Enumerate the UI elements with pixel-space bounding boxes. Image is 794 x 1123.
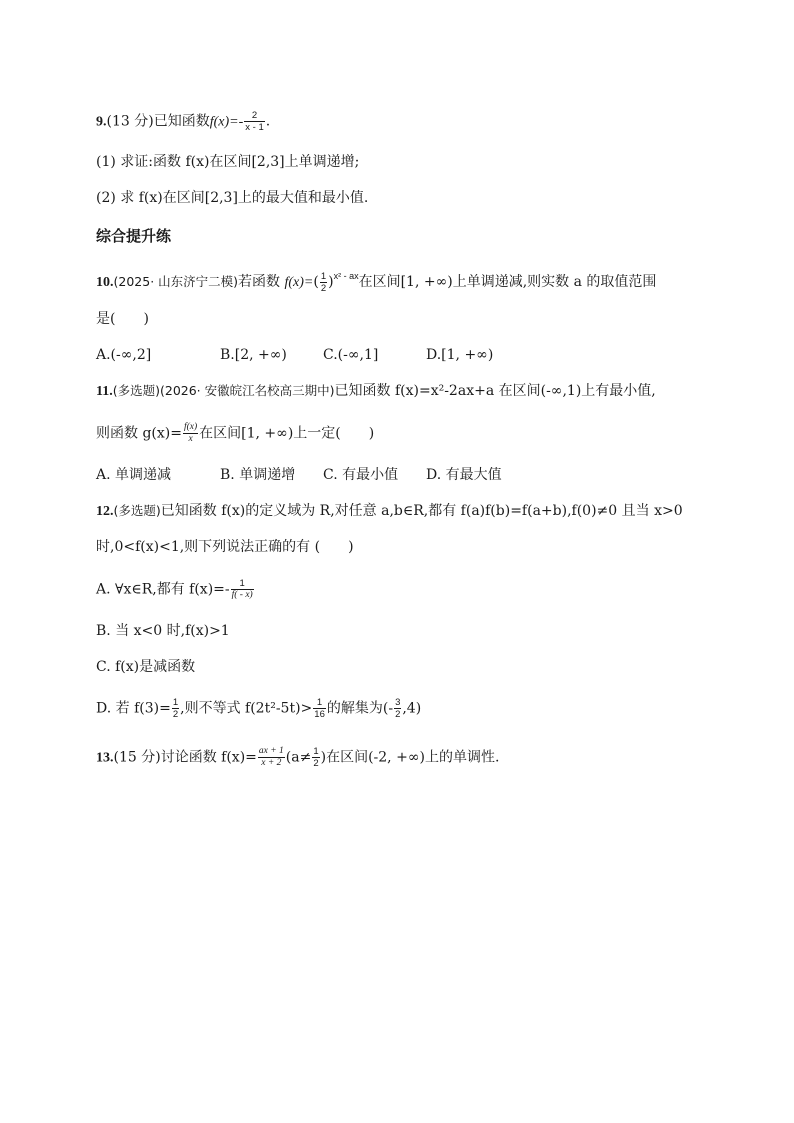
fraction	[394, 697, 401, 720]
numerator: 1	[320, 270, 327, 282]
option-a	[96, 578, 255, 601]
fraction	[313, 697, 326, 720]
option-text: 的解集为(-	[326, 700, 394, 717]
numerator: ax + 1	[258, 746, 284, 756]
numerator: 1	[313, 697, 326, 709]
question-number: 9.	[96, 114, 107, 130]
question-11	[96, 381, 656, 402]
fraction	[258, 746, 285, 769]
fraction	[183, 422, 198, 445]
question-stem-cont: 则函数 g(x)=	[96, 425, 182, 442]
option-c: C. f(x)是减函数	[96, 659, 196, 675]
denominator: 2	[172, 709, 179, 720]
period: .	[265, 113, 271, 130]
section-title: 综合提升练	[96, 227, 172, 245]
numerator: 1	[313, 746, 319, 757]
question-9-part-1: (1) 求证:函数 f(x)在区间[2,3]上单调递增;	[96, 154, 360, 170]
option-text: ,则不等式 f(2t²-5t)>	[180, 700, 313, 717]
option-text: D. 若 f(3)=	[96, 700, 171, 717]
option-b: B.[2, +∞)	[220, 347, 287, 363]
option-text: ,4)	[402, 700, 422, 717]
question-source: (多选题)	[113, 503, 161, 518]
numerator: 1	[172, 697, 179, 708]
option-a: A. 单调递减	[96, 467, 172, 483]
option-d: D. 有最大值	[426, 467, 502, 483]
question-9	[96, 110, 270, 133]
question-stem-end: 在区间[1, +∞)上一定( )	[199, 425, 375, 442]
question-number: 11.	[96, 384, 113, 399]
denominator: 2	[313, 758, 319, 769]
numerator: 3	[395, 697, 401, 708]
denominator: x	[188, 434, 193, 444]
question-9-part-2: (2) 求 f(x)在区间[2,3]上的最大值和最小值.	[96, 190, 369, 206]
question-number: 13.	[96, 750, 114, 766]
condition: (a≠	[285, 749, 312, 766]
function-expr: f(x)=	[284, 275, 314, 290]
score: (15 分)	[113, 749, 161, 766]
question-12-cont: 时,0<f(x)<1,则下列说法正确的有 ( )	[96, 539, 354, 555]
question-12	[96, 501, 683, 522]
denominator: 2	[395, 709, 401, 720]
option-c: C. 有最小值	[323, 467, 399, 483]
fraction	[320, 271, 327, 294]
question-stem: 若函数	[238, 274, 285, 290]
option-text: A. ∀x∈R,都有 f(x)=-	[96, 581, 230, 598]
numerator: 1	[231, 578, 254, 590]
question-source: (多选题)(2026· 安徽皖江名校高三期中)	[112, 383, 335, 398]
question-13	[96, 746, 499, 769]
question-stem: 已知函数 f(x)=x²-2ax+a 在区间(-∞,1)上有最小值,	[334, 383, 656, 399]
function-expr: f(x)=-	[209, 114, 244, 130]
option-b: B. 当 x<0 时,f(x)>1	[96, 623, 230, 639]
numerator: f(x)	[183, 422, 198, 432]
question-source: (2025· 山东济宁二模)	[113, 274, 239, 289]
question-stem-end: )在区间(-2, +∞)上的单调性.	[320, 749, 500, 766]
option-d	[96, 697, 421, 720]
score: (13 分)	[106, 113, 154, 130]
denominator: f( - x)	[231, 590, 253, 600]
question-11-cont	[96, 422, 374, 445]
question-10: 10.(2025· 山东济宁二模)若函数 f(x)=( $\frac{1}{2}$ )$^{x^2 - ax}$在区间[1, +∞)上单调递减,则实数 a 的取值范围	[96, 270, 657, 294]
denominator: x - 1	[245, 122, 264, 133]
question-stem: 已知函数	[153, 113, 210, 130]
exponent: x² - ax	[333, 271, 359, 281]
denominator: 2	[320, 282, 327, 294]
denominator: 16	[314, 709, 325, 720]
fraction	[312, 746, 319, 769]
question-stem: 讨论函数 f(x)=	[160, 749, 257, 766]
denominator: x + 2	[261, 758, 282, 768]
option-b: B. 单调递增	[220, 467, 296, 483]
question-stem: 已知函数 f(x)的定义域为 R,对任意 a,b∈R,都有 f(a)f(b)=f(a+b),f(0)≠0 且当 x>0	[160, 503, 683, 519]
fraction	[231, 578, 254, 601]
numerator: 2	[244, 110, 264, 122]
question-10-cont: 是( )	[96, 311, 149, 327]
option-d: D.[1, +∞)	[426, 347, 494, 363]
option-c: C.(-∞,1]	[323, 347, 379, 363]
option-a: A.(-∞,2]	[96, 347, 152, 363]
question-number: 10.	[96, 275, 114, 290]
question-stem-cont: 在区间[1, +∞)上单调递减,则实数 a 的取值范围	[358, 274, 657, 290]
question-number: 12.	[96, 504, 114, 519]
fraction	[244, 110, 264, 133]
fraction	[172, 697, 179, 720]
